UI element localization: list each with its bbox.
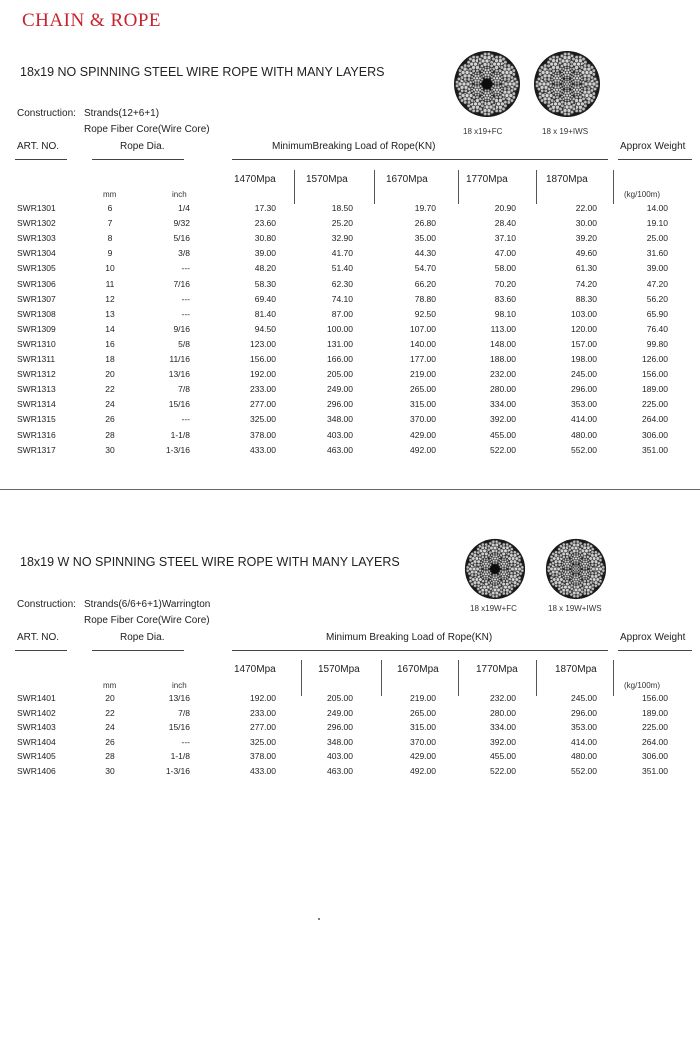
- weight-cell: 99.80: [646, 338, 668, 349]
- mm-cell: 6: [107, 203, 113, 213]
- load-1470-cell: 94.50: [254, 323, 276, 334]
- section-divider: [0, 489, 700, 490]
- grade-header: 1770Mpa: [466, 174, 508, 185]
- inch-cell: 11/16: [169, 354, 190, 364]
- load-1870-cell: 245.00: [571, 693, 597, 703]
- unit-inch: inch: [172, 681, 187, 690]
- brand-title: CHAIN & ROPE: [22, 10, 162, 31]
- load-1570-cell: 463.00: [327, 444, 353, 455]
- load-1770-cell: 20.90: [494, 203, 516, 213]
- header-approx-weight: Approx Weight: [620, 632, 686, 643]
- inch-cell: 15/16: [168, 722, 190, 733]
- load-1470-cell: 23.60: [254, 218, 276, 229]
- load-1770-cell: 232.00: [490, 693, 516, 703]
- image-caption: 18 x 19+IWS: [542, 127, 589, 136]
- load-1570-cell: 403.00: [327, 429, 353, 440]
- load-1670-cell: 177.00: [410, 354, 436, 364]
- mm-cell: 14: [105, 323, 115, 334]
- inch-cell: 5/16: [173, 233, 190, 244]
- mm-cell: 24: [105, 399, 115, 410]
- inch-cell: 3/8: [178, 248, 190, 259]
- load-1870-cell: 49.60: [575, 248, 597, 259]
- mm-cell: 11: [105, 278, 115, 289]
- load-1670-cell: 492.00: [410, 444, 436, 455]
- load-1670-cell: 219.00: [410, 693, 436, 703]
- load-1770-cell: 83.60: [494, 293, 516, 304]
- load-1570-cell: 131.00: [327, 338, 353, 349]
- load-1570-cell: 249.00: [327, 384, 353, 395]
- art-no-cell: SWR1312: [17, 369, 56, 380]
- load-1470-cell: 48.20: [254, 263, 276, 274]
- load-1770-cell: 232.00: [490, 369, 516, 380]
- weight-cell: 225.00: [642, 399, 668, 410]
- load-1670-cell: 78.80: [414, 293, 436, 304]
- load-1570-cell: 62.30: [331, 278, 353, 289]
- art-no-cell: SWR1313: [17, 384, 56, 395]
- weight-cell: 189.00: [642, 384, 668, 395]
- header-art-no: ART. NO.: [17, 141, 60, 152]
- load-1670-cell: 429.00: [410, 429, 436, 440]
- load-1870-cell: 198.00: [571, 354, 597, 364]
- mm-cell: 26: [105, 736, 115, 747]
- load-1870-cell: 414.00: [571, 736, 597, 747]
- wire-rope-iws-cross-section-icon: [533, 50, 601, 118]
- grade-header: 1670Mpa: [386, 174, 428, 185]
- load-1470-cell: 277.00: [250, 399, 276, 410]
- inch-cell: 1/4: [178, 203, 190, 213]
- art-no-cell: SWR1309: [17, 323, 56, 334]
- inch-cell: ---: [181, 308, 190, 319]
- weight-cell: 306.00: [642, 429, 668, 440]
- load-1570-cell: 296.00: [327, 399, 353, 410]
- unit-weight: (kg/100m): [624, 681, 661, 690]
- load-1470-cell: 156.00: [250, 354, 276, 364]
- load-1770-cell: 148.00: [490, 338, 516, 349]
- load-1570-cell: 205.00: [327, 369, 353, 380]
- construction-label: Construction:: [17, 108, 76, 119]
- load-1770-cell: 334.00: [490, 722, 516, 733]
- art-no-cell: SWR1403: [17, 722, 56, 733]
- weight-cell: 156.00: [642, 369, 668, 380]
- load-1670-cell: 26.80: [414, 218, 436, 229]
- weight-cell: 264.00: [642, 736, 668, 747]
- load-1570-cell: 296.00: [327, 722, 353, 733]
- load-1870-cell: 39.20: [575, 233, 597, 244]
- mm-cell: 24: [105, 722, 115, 733]
- mm-cell: 16: [105, 338, 115, 349]
- load-1870-cell: 296.00: [571, 707, 597, 718]
- grade-header: 1470Mpa: [234, 174, 276, 185]
- load-1470-cell: 30.80: [254, 233, 276, 244]
- load-1670-cell: 492.00: [410, 766, 436, 776]
- weight-cell: 65.90: [646, 308, 668, 319]
- mm-cell: 22: [105, 384, 115, 395]
- art-no-cell: SWR1303: [17, 233, 56, 244]
- grade-header: 1570Mpa: [318, 664, 360, 675]
- unit-mm: mm: [103, 681, 117, 690]
- weight-cell: 39.00: [646, 263, 668, 274]
- unit-weight: (kg/100m): [624, 190, 661, 199]
- art-no-cell: SWR1307: [17, 293, 56, 304]
- load-1870-cell: 480.00: [571, 429, 597, 440]
- art-no-cell: SWR1402: [17, 707, 56, 718]
- wire-rope-iws-cross-section-icon: [545, 538, 607, 600]
- load-1770-cell: 188.00: [490, 354, 516, 364]
- load-1770-cell: 455.00: [490, 429, 516, 440]
- construction-value: Strands(6/6+6+1)Warrington: [84, 599, 211, 610]
- load-1570-cell: 166.00: [327, 354, 353, 364]
- weight-cell: 126.00: [642, 354, 668, 364]
- art-no-cell: SWR1405: [17, 751, 56, 762]
- load-1670-cell: 66.20: [414, 278, 436, 289]
- weight-cell: 31.60: [646, 248, 668, 259]
- header-approx-weight: Approx Weight: [620, 141, 686, 152]
- art-no-cell: SWR1314: [17, 399, 56, 410]
- wire-rope-fiber-core-cross-section-icon: [464, 538, 526, 600]
- load-1670-cell: 265.00: [410, 707, 436, 718]
- art-no-cell: SWR1317: [17, 444, 56, 455]
- header-breaking-load: MinimumBreaking Load of Rope(KN): [272, 141, 436, 152]
- unit-inch: inch: [172, 190, 187, 199]
- load-1570-cell: 25.20: [331, 218, 353, 229]
- load-1470-cell: 69.40: [254, 293, 276, 304]
- load-1670-cell: 370.00: [410, 414, 436, 425]
- load-1770-cell: 37.10: [494, 233, 516, 244]
- load-1670-cell: 35.00: [414, 233, 436, 244]
- mm-cell: 26: [105, 414, 115, 425]
- mm-cell: 13: [105, 308, 115, 319]
- header-art-no: ART. NO.: [17, 632, 60, 643]
- art-no-cell: SWR1401: [17, 693, 56, 703]
- load-1670-cell: 315.00: [410, 722, 436, 733]
- mm-cell: 30: [105, 444, 115, 455]
- grade-header: 1870Mpa: [546, 174, 588, 185]
- load-1670-cell: 44.30: [414, 248, 436, 259]
- load-1570-cell: 51.40: [331, 263, 353, 274]
- image-caption: 18 x 19W+IWS: [548, 604, 602, 613]
- header-rope-dia: Rope Dia.: [120, 632, 165, 643]
- inch-cell: 9/16: [173, 323, 190, 334]
- art-no-cell: SWR1305: [17, 263, 56, 274]
- weight-cell: 351.00: [642, 444, 668, 455]
- load-1870-cell: 480.00: [571, 751, 597, 762]
- load-1470-cell: 378.00: [250, 751, 276, 762]
- load-1770-cell: 47.00: [494, 248, 516, 259]
- load-1670-cell: 315.00: [410, 399, 436, 410]
- load-1570-cell: 403.00: [327, 751, 353, 762]
- load-1670-cell: 429.00: [410, 751, 436, 762]
- weight-cell: 76.40: [646, 323, 668, 334]
- mm-cell: 28: [105, 429, 115, 440]
- weight-cell: 264.00: [642, 414, 668, 425]
- load-1870-cell: 103.00: [571, 308, 597, 319]
- load-1670-cell: 219.00: [410, 369, 436, 380]
- load-1470-cell: 233.00: [250, 384, 276, 395]
- art-no-cell: SWR1311: [17, 354, 56, 364]
- inch-cell: 1-1/8: [170, 751, 190, 762]
- grade-header: 1770Mpa: [476, 664, 518, 675]
- load-1470-cell: 233.00: [250, 707, 276, 718]
- load-1870-cell: 353.00: [571, 399, 597, 410]
- inch-cell: 1-1/8: [170, 429, 190, 440]
- load-1470-cell: 192.00: [250, 693, 276, 703]
- inch-cell: 9/32: [173, 218, 190, 229]
- mm-cell: 12: [105, 293, 115, 304]
- core-type: Rope Fiber Core(Wire Core): [84, 615, 210, 626]
- load-1470-cell: 378.00: [250, 429, 276, 440]
- art-no-cell: SWR1316: [17, 429, 56, 440]
- load-1870-cell: 61.30: [575, 263, 597, 274]
- mm-cell: 20: [105, 369, 115, 380]
- load-1770-cell: 70.20: [494, 278, 516, 289]
- load-1670-cell: 107.00: [410, 323, 436, 334]
- load-1570-cell: 205.00: [327, 693, 353, 703]
- weight-cell: 19.10: [646, 218, 668, 229]
- mm-cell: 7: [107, 218, 113, 229]
- inch-cell: 7/8: [178, 384, 190, 395]
- inch-cell: 13/16: [168, 693, 190, 703]
- load-1570-cell: 348.00: [327, 414, 353, 425]
- load-1470-cell: 325.00: [250, 414, 276, 425]
- construction-label: Construction:: [17, 599, 76, 610]
- load-1770-cell: 280.00: [490, 707, 516, 718]
- load-1570-cell: 74.10: [331, 293, 353, 304]
- weight-cell: 25.00: [646, 233, 668, 244]
- mm-cell: 8: [107, 233, 113, 244]
- grade-header: 1670Mpa: [397, 664, 439, 675]
- inch-cell: 1-3/16: [165, 766, 190, 776]
- inch-cell: 5/8: [178, 338, 190, 349]
- load-1770-cell: 334.00: [490, 399, 516, 410]
- load-1770-cell: 113.00: [490, 323, 516, 334]
- load-1670-cell: 19.70: [414, 203, 436, 213]
- inch-cell: ---: [181, 736, 190, 747]
- load-1470-cell: 433.00: [250, 444, 276, 455]
- load-1870-cell: 120.00: [571, 323, 597, 334]
- mm-cell: 20: [105, 693, 115, 703]
- image-caption: 18 x19+FC: [463, 127, 503, 136]
- load-1870-cell: 552.00: [571, 444, 597, 455]
- load-1570-cell: 249.00: [327, 707, 353, 718]
- header-breaking-load: Minimum Breaking Load of Rope(KN): [326, 632, 493, 643]
- load-1670-cell: 265.00: [410, 384, 436, 395]
- load-1770-cell: 522.00: [490, 444, 516, 455]
- art-no-cell: SWR1315: [17, 414, 56, 425]
- inch-cell: 15/16: [168, 399, 190, 410]
- load-1870-cell: 353.00: [571, 722, 597, 733]
- load-1570-cell: 100.00: [327, 323, 353, 334]
- grade-header: 1570Mpa: [306, 174, 348, 185]
- inch-cell: ---: [181, 263, 190, 274]
- load-1770-cell: 522.00: [490, 766, 516, 776]
- mm-cell: 18: [105, 354, 115, 364]
- weight-cell: 47.20: [646, 278, 668, 289]
- grade-header: 1870Mpa: [555, 664, 597, 675]
- inch-cell: 7/8: [178, 707, 190, 718]
- load-1470-cell: 39.00: [254, 248, 276, 259]
- load-1770-cell: 28.40: [494, 218, 516, 229]
- mm-cell: 22: [105, 707, 115, 718]
- load-1870-cell: 245.00: [571, 369, 597, 380]
- load-1870-cell: 296.00: [571, 384, 597, 395]
- section-title: 18x19 W NO SPINNING STEEL WIRE ROPE WITH MANY LAYERS: [20, 555, 400, 569]
- mm-cell: 30: [105, 766, 115, 776]
- inch-cell: ---: [181, 293, 190, 304]
- weight-cell: 14.00: [646, 203, 668, 213]
- speck: [318, 918, 320, 920]
- art-no-cell: SWR1302: [17, 218, 56, 229]
- art-no-cell: SWR1308: [17, 308, 56, 319]
- mm-cell: 10: [105, 263, 115, 274]
- mm-cell: 9: [107, 248, 113, 259]
- load-1870-cell: 30.00: [575, 218, 597, 229]
- image-caption: 18 x19W+FC: [470, 604, 517, 613]
- wire-rope-fiber-core-cross-section-icon: [453, 50, 521, 118]
- load-1770-cell: 392.00: [490, 414, 516, 425]
- art-no-cell: SWR1301: [17, 203, 56, 213]
- load-1470-cell: 433.00: [250, 766, 276, 776]
- load-1470-cell: 17.30: [254, 203, 276, 213]
- art-no-cell: SWR1406: [17, 766, 56, 776]
- weight-cell: 351.00: [642, 766, 668, 776]
- core-type: Rope Fiber Core(Wire Core): [84, 124, 210, 135]
- load-1670-cell: 54.70: [414, 263, 436, 274]
- inch-cell: 1-3/16: [165, 444, 190, 455]
- mm-cell: 28: [105, 751, 115, 762]
- load-1870-cell: 552.00: [571, 766, 597, 776]
- load-1470-cell: 123.00: [250, 338, 276, 349]
- weight-cell: 189.00: [642, 707, 668, 718]
- load-1870-cell: 414.00: [571, 414, 597, 425]
- weight-cell: 225.00: [642, 722, 668, 733]
- load-1570-cell: 87.00: [331, 308, 353, 319]
- grade-header: 1470Mpa: [234, 664, 276, 675]
- art-no-cell: SWR1304: [17, 248, 56, 259]
- load-1470-cell: 58.30: [254, 278, 276, 289]
- load-1870-cell: 157.00: [571, 338, 597, 349]
- load-1870-cell: 88.30: [575, 293, 597, 304]
- load-1470-cell: 81.40: [254, 308, 276, 319]
- header-rope-dia: Rope Dia.: [120, 141, 165, 152]
- construction-value: Strands(12+6+1): [84, 108, 160, 119]
- weight-cell: 156.00: [642, 693, 668, 703]
- load-1670-cell: 140.00: [410, 338, 436, 349]
- load-1570-cell: 32.90: [331, 233, 353, 244]
- load-1870-cell: 22.00: [575, 203, 597, 213]
- weight-cell: 56.20: [646, 293, 668, 304]
- art-no-cell: SWR1404: [17, 736, 56, 747]
- load-1570-cell: 463.00: [327, 766, 353, 776]
- load-1770-cell: 392.00: [490, 736, 516, 747]
- load-1470-cell: 192.00: [250, 369, 276, 380]
- load-1770-cell: 98.10: [494, 308, 516, 319]
- art-no-cell: SWR1306: [17, 278, 56, 289]
- load-1670-cell: 370.00: [410, 736, 436, 747]
- load-1570-cell: 18.50: [331, 203, 353, 213]
- load-1770-cell: 58.00: [494, 263, 516, 274]
- inch-cell: 13/16: [168, 369, 190, 380]
- load-1470-cell: 325.00: [250, 736, 276, 747]
- load-1870-cell: 74.20: [575, 278, 597, 289]
- load-1770-cell: 455.00: [490, 751, 516, 762]
- load-1570-cell: 41.70: [331, 248, 353, 259]
- inch-cell: 7/16: [173, 278, 190, 289]
- load-1670-cell: 92.50: [414, 308, 436, 319]
- inch-cell: ---: [181, 414, 190, 425]
- section-title: 18x19 NO SPINNING STEEL WIRE ROPE WITH MANY LAYERS: [20, 65, 385, 79]
- weight-cell: 306.00: [642, 751, 668, 762]
- art-no-cell: SWR1310: [17, 338, 56, 349]
- load-1470-cell: 277.00: [250, 722, 276, 733]
- load-1770-cell: 280.00: [490, 384, 516, 395]
- load-1570-cell: 348.00: [327, 736, 353, 747]
- unit-mm: mm: [103, 190, 117, 199]
